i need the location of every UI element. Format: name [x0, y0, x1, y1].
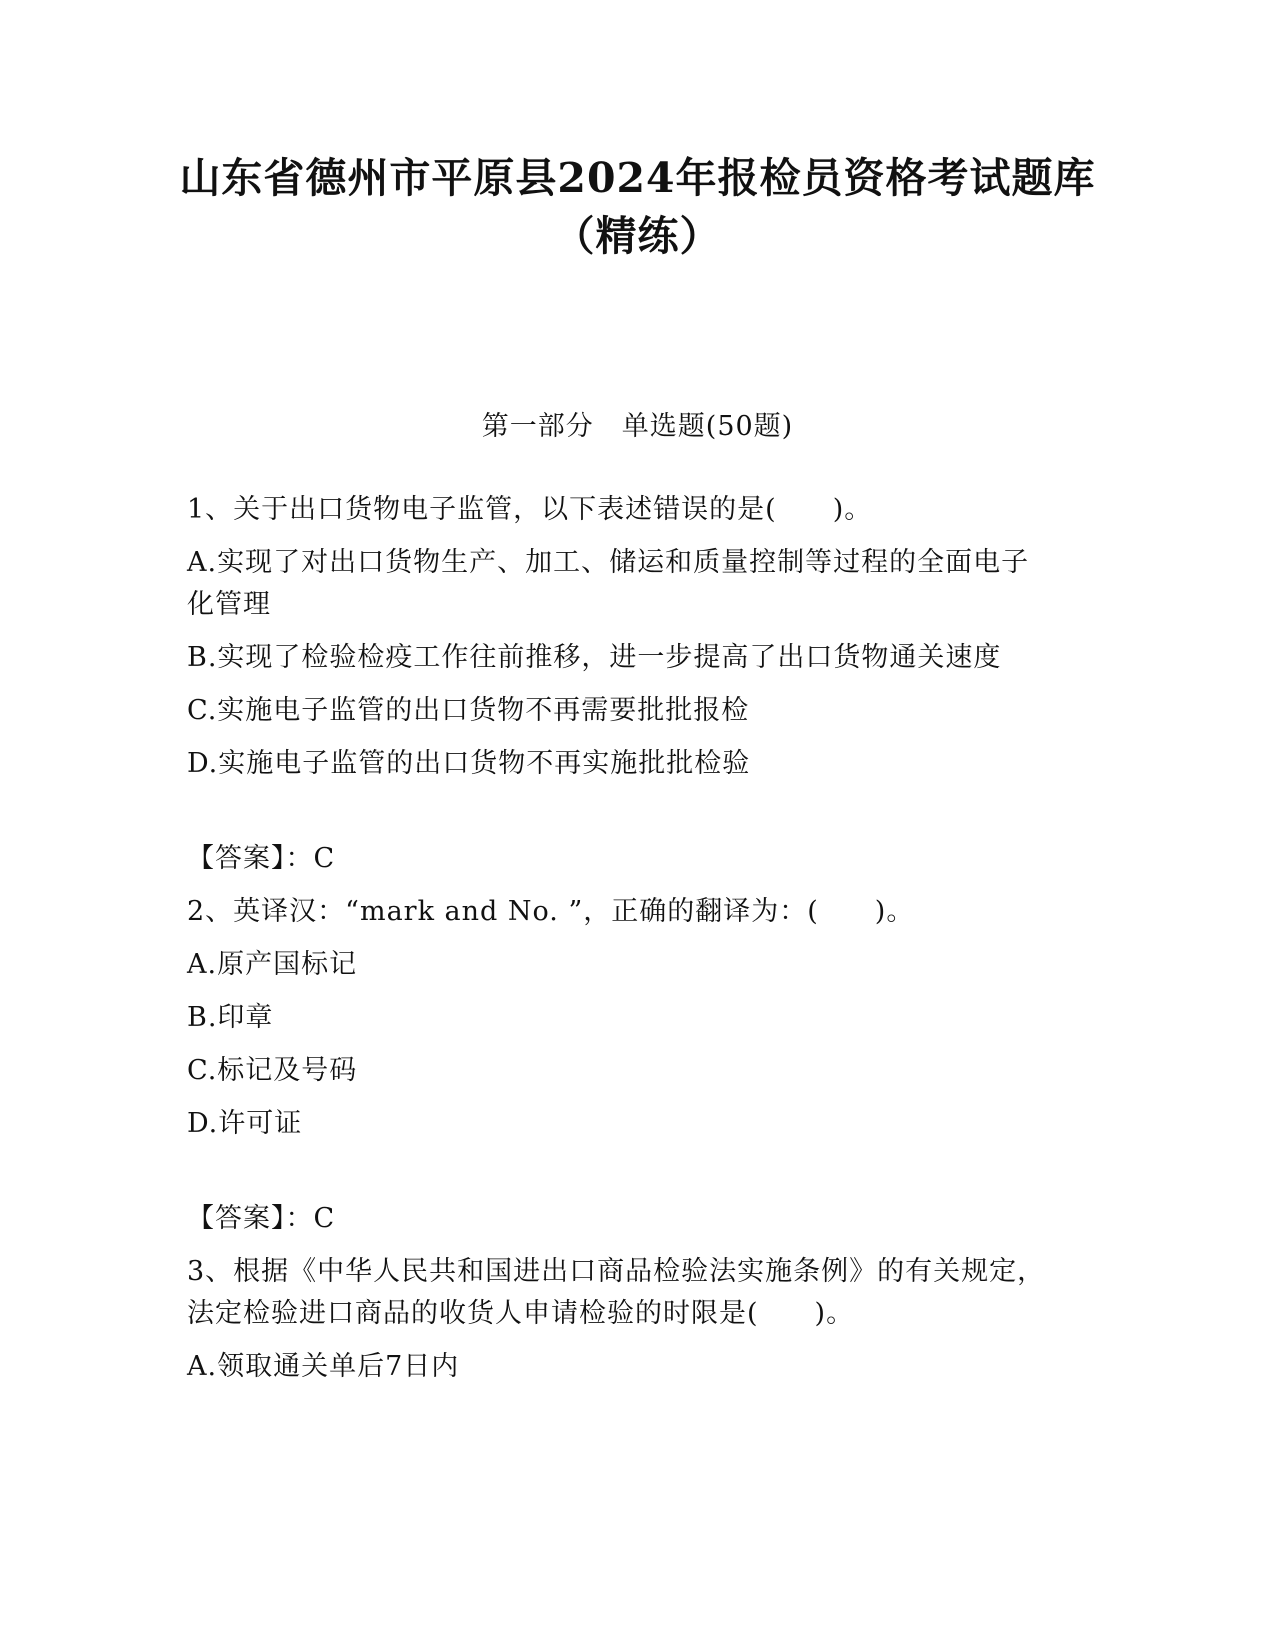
- question-2-option-c: C.标记及号码: [187, 1055, 358, 1086]
- document-title: 山东省德州市平原县2024年报检员资格考试题库: [179, 154, 1096, 202]
- question-2-stem: 2、英译汉：“mark and No. ”，正确的翻译为：( )。: [187, 896, 915, 927]
- question-3-stem-cont: 法定检验进口商品的收货人申请检验的时限是( )。: [187, 1298, 855, 1329]
- question-2-option-b: B.印章: [187, 1002, 274, 1033]
- question-3-stem: 3、根据《中华人民共和国进出口商品检验法实施条例》的有关规定，: [187, 1256, 1046, 1287]
- question-1-option-a: A.实现了对出口货物生产、加工、储运和质量控制等过程的全面电子: [187, 547, 1030, 578]
- section-heading: 第一部分 单选题(50题): [481, 411, 794, 442]
- question-1-answer: 【答案】：C: [187, 843, 336, 874]
- question-1-option-d: D.实施电子监管的出口货物不再实施批批检验: [187, 748, 751, 779]
- question-1-option-b: B.实现了检验检疫工作往前推移，进一步提高了出口货物通关速度: [187, 642, 1002, 673]
- question-1-stem: 1、关于出口货物电子监管，以下表述错误的是( )。: [187, 494, 873, 525]
- question-1-option-c: C.实施电子监管的出口货物不再需要批批报检: [187, 695, 750, 726]
- question-1-option-a-cont: 化管理: [187, 589, 271, 620]
- question-3-option-a: A.领取通关单后7日内: [187, 1351, 460, 1382]
- question-2-option-d: D.许可证: [187, 1108, 303, 1139]
- question-2-option-a: A.原产国标记: [187, 949, 358, 980]
- document-subtitle: （精练）: [553, 212, 722, 260]
- question-2-answer: 【答案】：C: [187, 1203, 336, 1234]
